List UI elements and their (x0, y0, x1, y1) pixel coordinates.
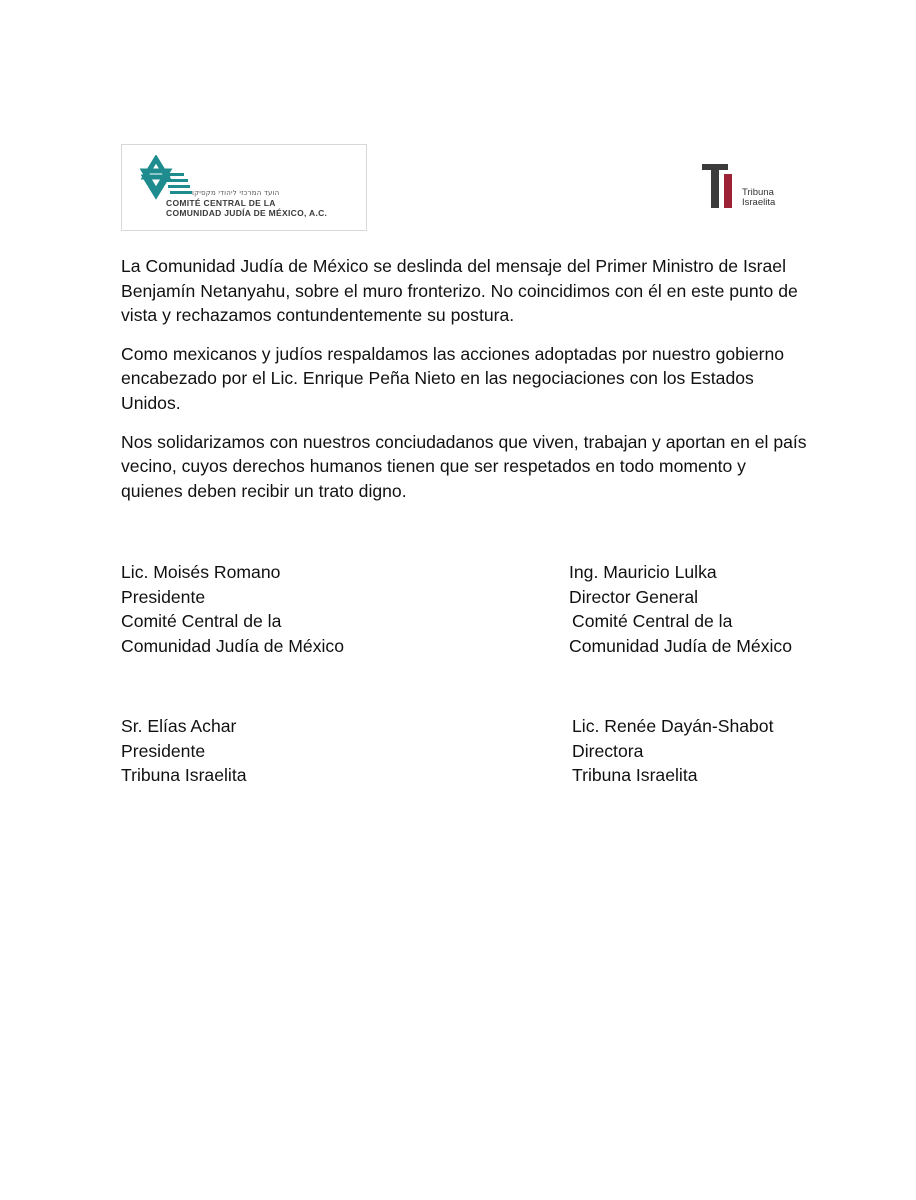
paragraph: Como mexicanos y judíos respaldamos las acciones adoptadas por nuestro gobierno encabezado por el Lic. Enrique Peña Nieto en las negociaciones con los Estados Unidos. (121, 343, 785, 413)
hebrew-org-name: הועד המרכזי ליהודי מקסיקו (192, 189, 280, 197)
signatory-org: Comunidad Judía de México (121, 635, 344, 656)
signatory-name: Lic. Renée Dayán-Shabot (572, 716, 774, 736)
signatory-title: Director General (569, 586, 699, 607)
org-name-line2: COMUNIDAD JUDÍA DE MÉXICO, A.C. (166, 208, 328, 218)
signatory-name: Sr. Elías Achar (121, 716, 237, 736)
signature-block (121, 560, 344, 658)
signatory-title: Directora (572, 740, 644, 761)
signatory-org: Comité Central de la (572, 611, 733, 632)
signatory-name: Lic. Moisés Romano (121, 562, 281, 582)
tribuna-name (742, 188, 775, 208)
statement-body (121, 254, 811, 517)
tribuna-name-line1: Tribuna (742, 187, 774, 198)
signatory-name: Ing. Mauricio Lulka (569, 562, 717, 582)
ti-monogram-icon (700, 162, 740, 210)
tribuna-israelita-logo (700, 162, 800, 212)
paragraph: Nos solidarizamos con nuestros conciudadanos que viven, trabajan y aportan en el país vecino, cuyos derechos humanos tienen que ser respetados en todo momento y quienes deben recibir un trato digno. (121, 431, 807, 501)
comite-central-logo (121, 144, 367, 231)
signatory-org: Comité Central de la (121, 611, 282, 632)
org-name (166, 198, 327, 218)
tribuna-name-line2: Israelita (742, 197, 776, 208)
signatory-org: Comunidad Judía de México (569, 635, 792, 656)
signature-block (569, 560, 792, 658)
paragraph: La Comunidad Judía de México se deslinda del mensaje del Primer Ministro de Israel Benjamín Netanyahu, sobre el muro fronterizo. No coincidimos con él en este punto de vista y rechazamos contundentemente su postura. (121, 256, 798, 326)
signatory-title: Presidente (121, 586, 206, 607)
signature-block (121, 714, 247, 788)
org-name-line1: COMITÉ CENTRAL DE LA (166, 198, 276, 208)
signatory-title: Presidente (121, 740, 206, 761)
signature-block (572, 714, 773, 788)
signatory-org: Tribuna Israelita (121, 765, 247, 786)
signatory-org: Tribuna Israelita (572, 765, 698, 786)
